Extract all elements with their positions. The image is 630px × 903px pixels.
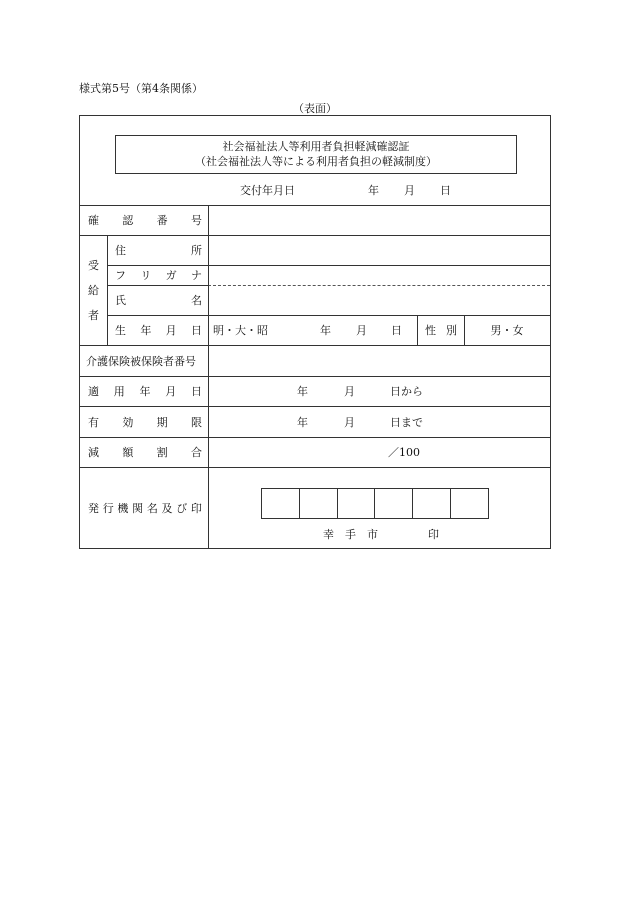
birth-year-unit: 年 [320, 324, 331, 337]
valid-day-unit: 日まで [390, 415, 423, 429]
certificate-subtitle: （社会福祉法人等による利用者負担の軽減制度） [195, 155, 437, 168]
valid-year-unit: 年 [297, 415, 308, 429]
insured-number-label: 介護保険被保険者番号 [86, 354, 196, 368]
address-label: 住 所 [115, 244, 202, 257]
confirmation-certificate-form [79, 115, 551, 549]
birth-day-unit: 日 [391, 324, 402, 337]
code-box [375, 489, 413, 518]
valid-month-unit: 月 [344, 415, 355, 429]
code-box [451, 489, 488, 518]
birth-date-label: 生 年 月 日 [115, 324, 202, 337]
reduction-rate-value: ／100 [388, 446, 420, 459]
column-divider [107, 235, 108, 345]
birth-month-unit: 月 [356, 324, 367, 337]
confirm-number-label: 確 認 番 号 [88, 214, 202, 227]
apply-month-unit: 月 [344, 385, 355, 398]
column-divider [417, 315, 418, 345]
issuer-code-boxes [261, 488, 489, 519]
issuer-seal-mark: 印 [428, 528, 439, 541]
certificate-title: 社会福祉法人等利用者負担軽減確認証 [222, 140, 410, 153]
apply-date-label: 適 用 年 月 日 [88, 385, 202, 398]
apply-day-unit: 日から [390, 385, 423, 398]
issue-date-month: 月 [404, 184, 415, 197]
face-label: （表面） [293, 102, 337, 115]
form-number-heading: 様式第5号（第4条関係） [79, 82, 203, 95]
recipient-vertical-label: 受 給 者 [88, 259, 99, 322]
code-box [262, 489, 300, 518]
gender-label: 性 別 [425, 324, 457, 337]
dashed-rule [208, 285, 550, 286]
certificate-title-box [115, 135, 517, 174]
issue-date-day: 日 [440, 184, 451, 197]
birth-era-options: 明・大・昭 [213, 324, 268, 337]
issue-date-year: 年 [368, 184, 379, 197]
gender-options: 男・女 [490, 324, 524, 337]
furigana-label: フ リ ガ ナ [115, 269, 202, 282]
column-divider [208, 205, 209, 548]
code-box [338, 489, 376, 518]
name-label: 氏 名 [115, 294, 202, 307]
code-box [300, 489, 338, 518]
issuer-name-seal-label: 発 行 機 関 名 及 び 印 [88, 501, 202, 515]
valid-period-label: 有 効 期 限 [88, 415, 202, 429]
issuer-city-name: 幸 手 市 [323, 528, 378, 541]
reduction-rate-label: 減 額 割 合 [88, 446, 202, 459]
code-box [413, 489, 451, 518]
issue-date-label: 交付年月日 [240, 184, 295, 197]
apply-year-unit: 年 [297, 385, 308, 398]
